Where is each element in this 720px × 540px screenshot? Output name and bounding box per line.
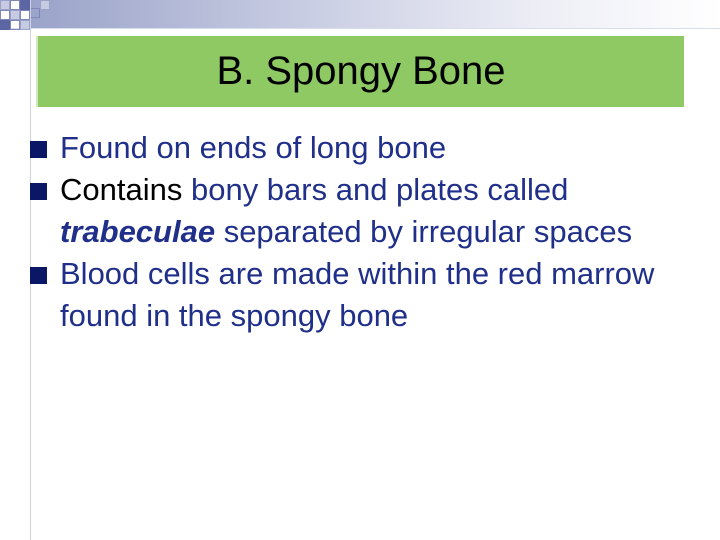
deco-square (10, 20, 20, 30)
deco-square (30, 8, 40, 18)
bullet-text-prefix: Contains (60, 172, 191, 207)
bullet-text-highlight: bony bars and plates called (190, 172, 569, 207)
deco-square (20, 10, 30, 20)
deco-square (10, 10, 20, 20)
list-item (30, 127, 700, 169)
bullet-text: Blood cells are made within the red marrow found in the spongy bone (60, 256, 655, 333)
slide-title: B. Spongy Bone (216, 49, 506, 93)
bullet-list (30, 127, 700, 337)
square-bullet-icon (30, 267, 47, 284)
term-trabeculae: trabeculae (60, 214, 216, 249)
deco-square (20, 20, 30, 30)
title-banner (36, 36, 684, 107)
deco-square (0, 20, 10, 30)
divider-line (0, 28, 720, 29)
deco-square (40, 0, 50, 10)
deco-square (0, 0, 10, 10)
square-bullet-icon (30, 183, 47, 200)
deco-square (10, 0, 20, 10)
list-item (30, 169, 700, 253)
square-bullet-icon (30, 141, 47, 158)
bullet-text: Found on ends of long bone (60, 130, 447, 165)
list-item (30, 253, 700, 337)
bullet-text-suffix: separated by irregular spaces (215, 214, 633, 249)
deco-square (0, 10, 10, 20)
gradient-bar (30, 0, 720, 28)
deco-square (20, 0, 30, 10)
